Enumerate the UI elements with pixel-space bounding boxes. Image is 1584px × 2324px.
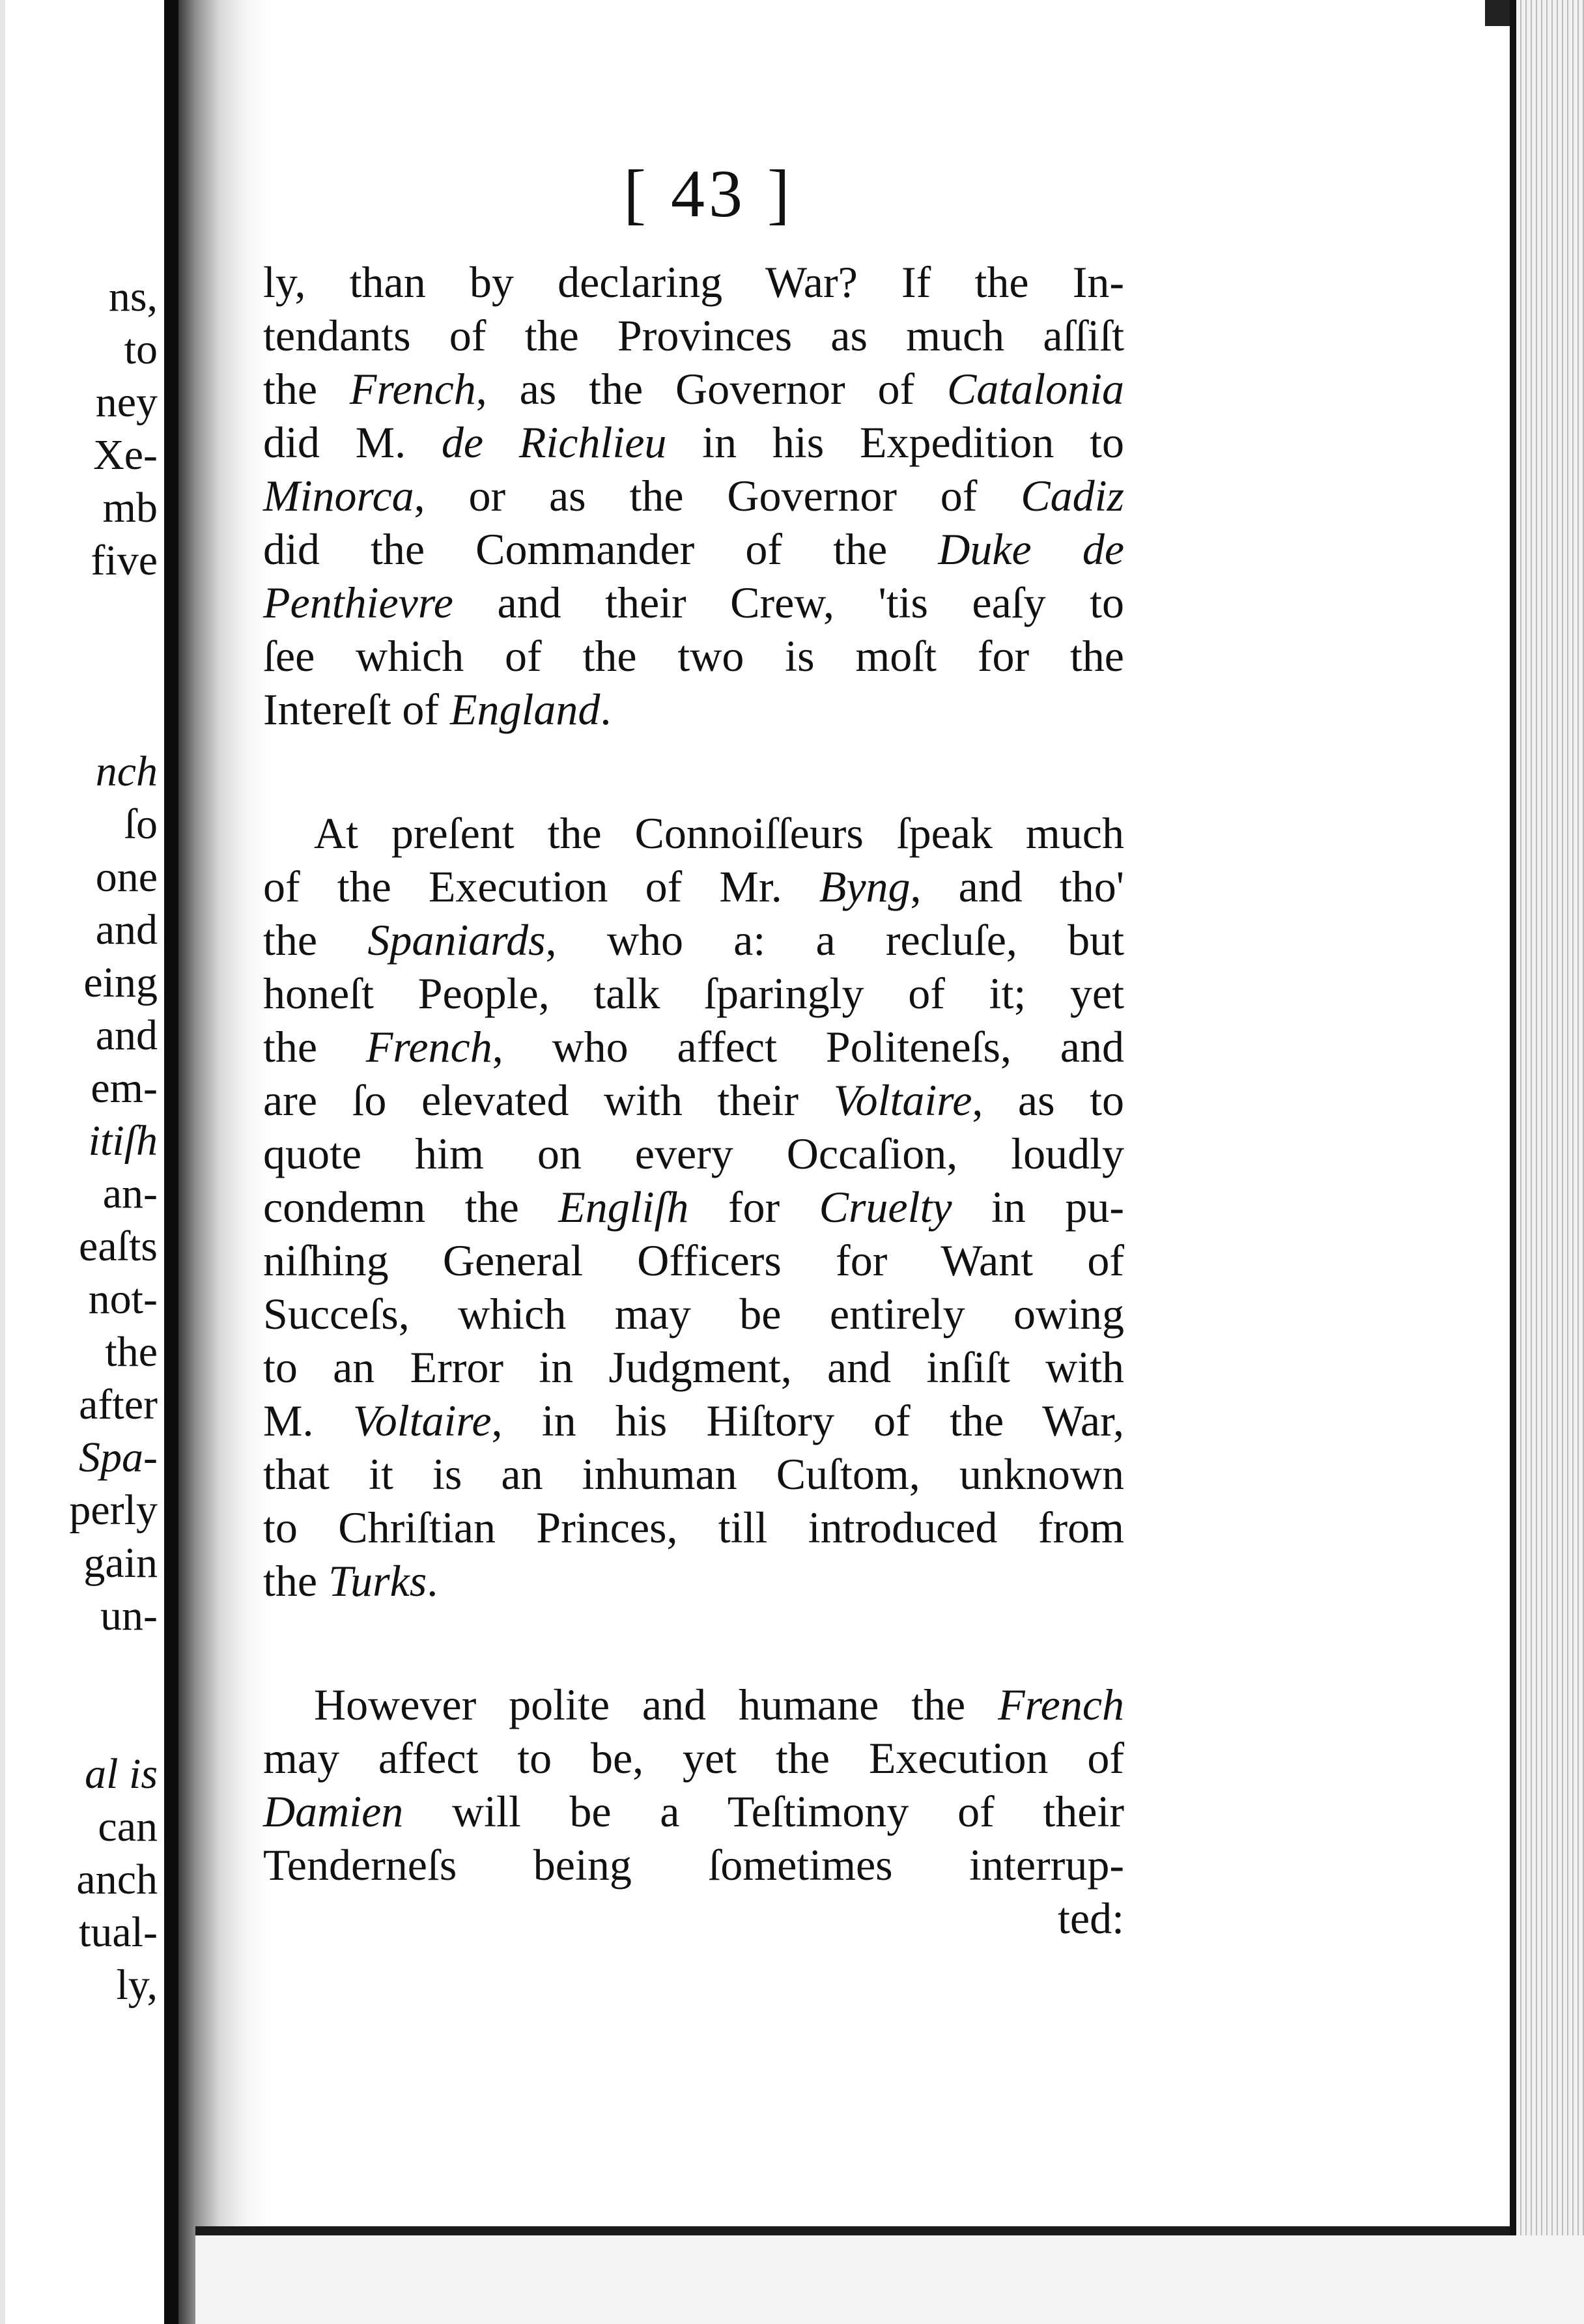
- text-line: [263, 860, 1124, 913]
- text-run: , who a: a recluſe, but: [545, 915, 1124, 965]
- italic-text-run: Minorca: [263, 471, 414, 520]
- text-line: [263, 1020, 1124, 1073]
- text-run: the: [263, 915, 368, 965]
- text-line: [263, 629, 1124, 683]
- bottom-page-edge: [195, 2226, 1510, 2235]
- left-page-text-fragment: mb: [102, 484, 158, 531]
- text-run: .: [600, 685, 612, 734]
- italic-text-run: Damien: [263, 1787, 404, 1836]
- page-block-edge: [1516, 0, 1584, 2324]
- binding-gutter: [164, 0, 178, 2324]
- text-line: [263, 522, 1124, 576]
- text-run: niſhing General Officers for Want of: [263, 1236, 1124, 1285]
- gutter-shadow: [178, 0, 270, 2324]
- text-line: [263, 1731, 1124, 1785]
- left-page-text-fragment: after: [79, 1381, 158, 1428]
- text-run: the: [263, 364, 350, 414]
- text-line: [263, 1838, 1124, 1892]
- text-run: , as to: [972, 1075, 1124, 1125]
- text-run: to an Error in Judgment, and inſiſt with: [263, 1342, 1124, 1392]
- right-page-edge: [1510, 0, 1516, 2324]
- text-line: [263, 1234, 1124, 1287]
- text-run: honeſt People, talk ſparingly of it; yet: [263, 969, 1124, 1018]
- text-run: However polite and humane the: [314, 1680, 998, 1729]
- left-page-text-fragment: ns,: [108, 273, 158, 320]
- text-run: , or as the Governor of: [414, 471, 1021, 520]
- text-run: , who affect Politeneſs, and: [492, 1022, 1124, 1071]
- text-run: that it is an inhuman Cuſtom, unknown: [263, 1449, 1124, 1499]
- text-run: quote him on every Occaſion, loudly: [263, 1129, 1124, 1178]
- left-page-text-fragment: Xe-: [93, 431, 158, 479]
- text-run: M.: [263, 1396, 353, 1445]
- left-page-text-fragment: Spa-: [79, 1434, 158, 1481]
- page-body-text: [263, 255, 1124, 1945]
- text-run: Intereſt of: [263, 685, 450, 734]
- left-page-text-fragment: five: [91, 537, 158, 584]
- text-line: [263, 683, 1124, 736]
- italic-text-run: French: [998, 1680, 1124, 1729]
- left-page-text-fragment: em-: [91, 1064, 158, 1112]
- italic-text-run: Turks: [328, 1556, 427, 1606]
- text-run: , and tho': [910, 862, 1124, 911]
- left-page-text-fragment: one: [95, 853, 158, 901]
- text-run: for: [688, 1182, 819, 1232]
- text-run: Tenderneſs being ſometimes interrup-: [263, 1840, 1124, 1890]
- italic-text-run: Catalonia: [946, 364, 1124, 414]
- left-page-text-fragment: anch: [76, 1856, 158, 1903]
- text-run: the: [263, 1022, 366, 1071]
- text-run: .: [427, 1556, 438, 1606]
- italic-text-run: Duke de: [938, 524, 1125, 574]
- left-page-text-fragment: and: [95, 1012, 158, 1059]
- left-page-edge: [0, 0, 5, 2324]
- left-page-text-fragment: can: [98, 1803, 158, 1850]
- paragraph-break: [263, 1608, 1124, 1678]
- left-page-text-fragment: not-: [88, 1275, 158, 1323]
- text-line: [263, 1340, 1124, 1394]
- left-page-text-fragment: perly: [69, 1486, 158, 1534]
- text-line: [263, 1287, 1124, 1340]
- text-run: may affect to be, yet the Execution of: [263, 1733, 1124, 1783]
- text-run: in his Expedition to: [666, 418, 1125, 467]
- text-run: did M.: [263, 418, 442, 467]
- text-line: [263, 309, 1124, 362]
- italic-text-run: de Richlieu: [441, 418, 667, 467]
- italic-text-run: Engliſh: [558, 1182, 689, 1232]
- top-right-corner-shadow: [1485, 0, 1510, 26]
- text-run: ly, than by declaring War? If the In-: [263, 257, 1124, 307]
- text-line: [263, 1678, 1124, 1731]
- text-run: will be a Teſtimony of their: [403, 1787, 1124, 1836]
- text-run: condemn the: [263, 1182, 559, 1232]
- paragraph-break: [263, 736, 1124, 806]
- italic-text-run: Cadiz: [1021, 471, 1124, 520]
- text-run: tendants of the Provinces as much aſſiſt: [263, 311, 1124, 360]
- left-facing-page: [0, 0, 167, 2324]
- left-page-text-fragment: nch: [95, 748, 158, 795]
- text-line: [263, 806, 1124, 860]
- text-line: [263, 1394, 1124, 1447]
- left-page-text-fragment: to: [124, 326, 158, 373]
- text-run: did the Commander of the: [263, 524, 939, 574]
- left-page-text-fragment: gain: [83, 1539, 158, 1587]
- text-run: are ſo elevated with their: [263, 1075, 834, 1125]
- left-page-text-fragment: al is: [85, 1750, 158, 1798]
- left-page-text-fragment: ney: [95, 378, 158, 426]
- left-page-text-fragment: the: [105, 1328, 158, 1376]
- text-line: [263, 576, 1124, 629]
- italic-text-run: Voltaire: [352, 1396, 492, 1445]
- left-page-text-fragment: eing: [83, 959, 158, 1006]
- italic-text-run: England: [449, 685, 601, 734]
- text-line: [263, 1501, 1124, 1554]
- left-page-text-fragment: ſo: [124, 801, 158, 848]
- page-number: [ 43 ]: [623, 156, 794, 231]
- text-line: [263, 416, 1124, 469]
- italic-text-run: Voltaire: [833, 1075, 972, 1125]
- text-line: [263, 1447, 1124, 1501]
- italic-text-run: French: [365, 1022, 492, 1071]
- text-line: [263, 469, 1124, 522]
- text-run: in pu-: [952, 1182, 1124, 1232]
- italic-text-run: Penthievre: [263, 578, 453, 627]
- text-run: and their Crew, 'tis eaſy to: [453, 578, 1124, 627]
- left-page-text-fragment: un-: [100, 1592, 158, 1639]
- text-line: [263, 967, 1124, 1020]
- catchword: ted:: [1058, 1893, 1124, 1943]
- left-page-text-fragment: and: [95, 906, 158, 954]
- italic-text-run: Byng: [819, 862, 911, 911]
- text-line: [263, 1785, 1124, 1838]
- text-line: [263, 1554, 1124, 1608]
- text-run: Succeſs, which may be entirely owing: [263, 1289, 1124, 1339]
- text-run: At preſent the Connoiſſeurs ſpeak much: [314, 808, 1124, 858]
- text-line: [263, 255, 1124, 309]
- text-line: [263, 913, 1124, 967]
- below-page-area: [195, 2235, 1584, 2324]
- text-run: , as the Governor of: [475, 364, 947, 414]
- text-run: , in his Hiſtory of the War,: [491, 1396, 1124, 1445]
- left-page-text-fragment: itiſh: [88, 1117, 158, 1165]
- text-run: the: [263, 1556, 329, 1606]
- text-run: of the Execution of Mr.: [263, 862, 819, 911]
- italic-text-run: French: [349, 364, 476, 414]
- left-page-text-fragment: an-: [102, 1170, 158, 1217]
- italic-text-run: Cruelty: [819, 1182, 952, 1232]
- italic-text-run: Spaniards: [367, 915, 546, 965]
- text-line: [263, 1180, 1124, 1234]
- left-page-text-fragment: tual-: [79, 1908, 158, 1956]
- left-page-text-fragment: ly,: [116, 1961, 158, 2009]
- text-line: [263, 1127, 1124, 1180]
- text-run: to Chriſtian Princes, till introduced from: [263, 1503, 1124, 1552]
- text-line: [263, 362, 1124, 416]
- text-line: [263, 1073, 1124, 1127]
- text-run: ſee which of the two is moſt for the: [263, 631, 1124, 681]
- left-page-text-fragment: eaſts: [79, 1223, 158, 1270]
